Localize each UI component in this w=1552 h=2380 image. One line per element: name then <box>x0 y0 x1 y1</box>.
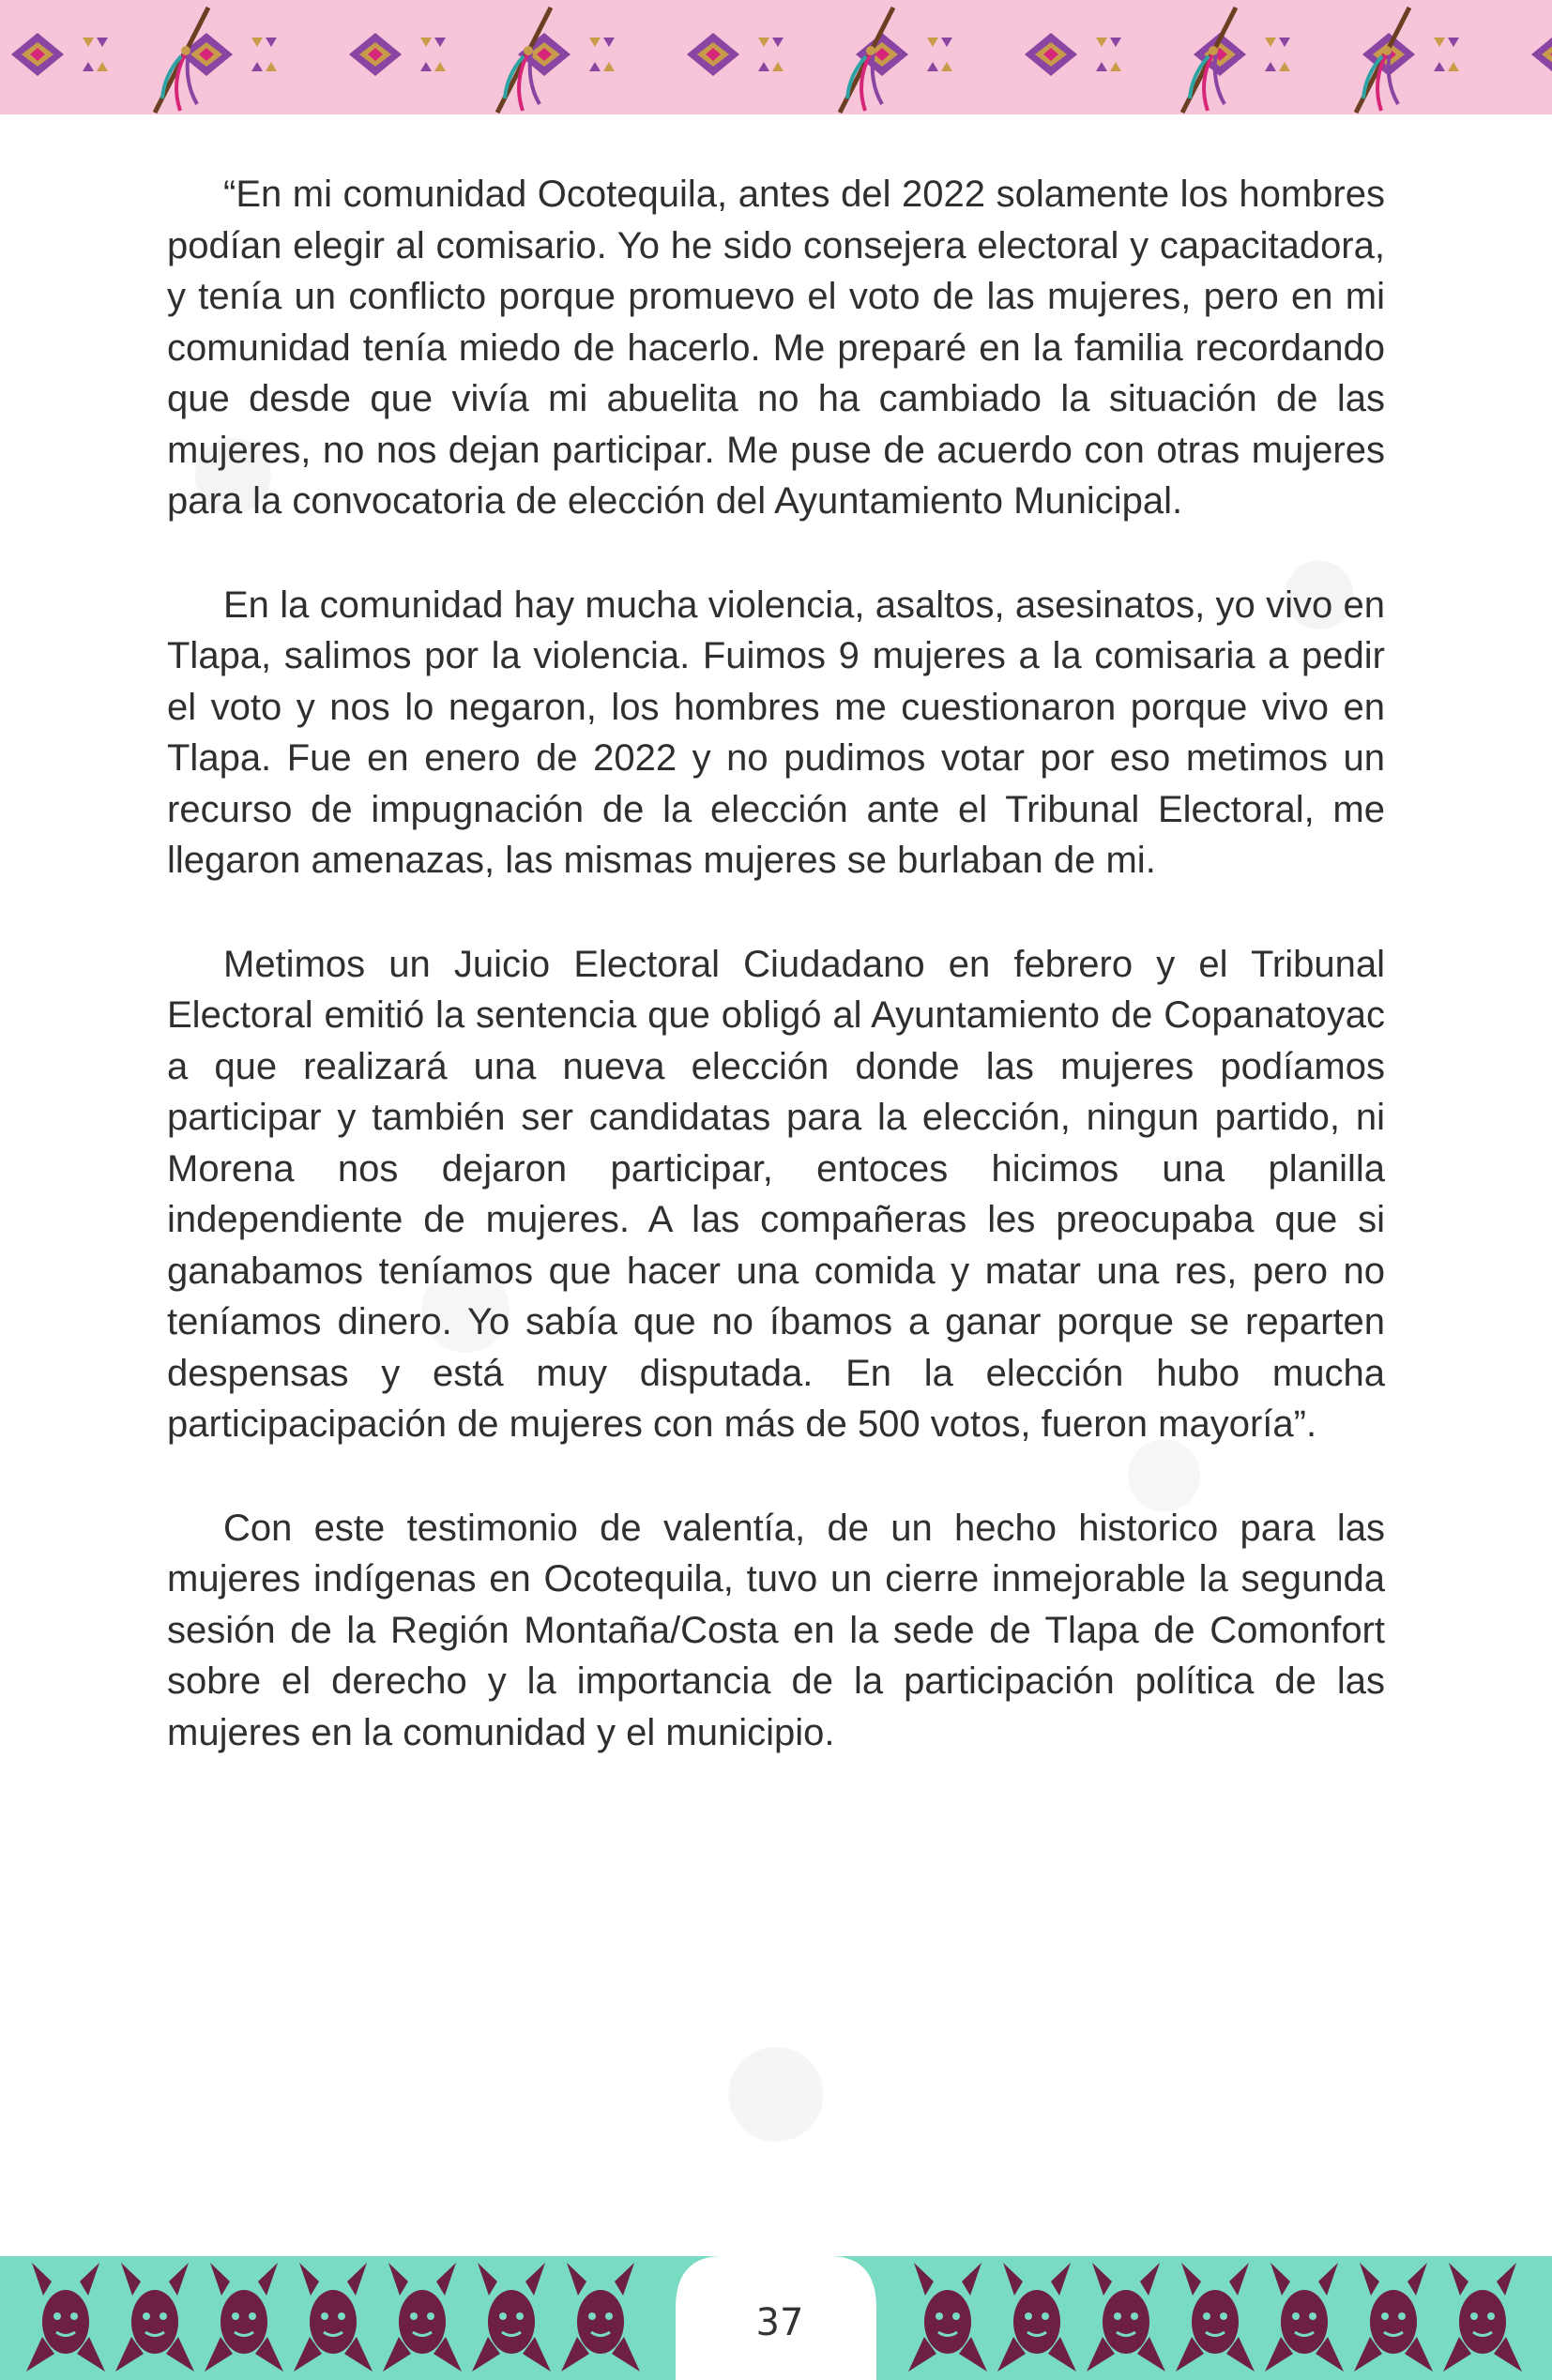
paragraph-3: Metimos un Juicio Electoral Ciudadano en febrero y el Tribunal Electoral emitió la sentencia que obligó al Ayuntamiento de Copanatoyac a que realizará una nueva elección donde las mujeres podíamos participar y también ser candidatas para la elección, ningun partido, ni Morena nos dejaron participar, entoces hicimos una planilla independiente de mujeres. A las compañeras les preocupaba que si ganabamos teníamos que hacer una comida y matar una res, pero no teníamos dinero. Yo sabía que no íbamos a ganar porque se reparten despensas y está muy disputada. En la elección hubo mucha participacipación de mujeres con más de 500 votos, fueron mayoría”. <box>167 943 1385 1445</box>
paragraph-4: Con este testimonio de valentía, de un hecho historico para las mujeres indígenas en Ocotequila, tuvo un cierre inmejorable la segunda sesión de la Región Montaña/Costa en la sede de Tlapa de Comonfort sobre el derecho y la importancia de la participación política de las mujeres en la comunidad y el municipio. <box>167 1507 1385 1753</box>
main-content <box>167 169 1385 1811</box>
paragraph-1: “En mi comunidad Ocotequila, antes del 2022 solamente los hombres podían elegir al comisario. Yo he sido consejera electoral y capacitadora, y tenía un conflicto porque promuevo el voto de las mujeres, pero en mi comunidad tenía miedo de hacerlo. Me preparé en la familia recordando que desde que vivía mi abuelita no ha cambiado la situación de las mujeres, no nos dejan participar. Me puse de acuerdo con otras mujeres para la convocatoria de elección del Ayuntamiento Municipal. <box>167 174 1385 522</box>
paragraph-2: En la comunidad hay mucha violencia, asaltos, asesinatos, yo vivo en Tlapa, salimos por la violencia. Fuimos 9 mujeres a la comisaria a pedir el voto y nos lo negaron, los hombres me cuestionaron porque vivo en Tlapa. Fue en enero de 2022 y no pudimos votar por eso metimos un recurso de impugnación de la elección ante el Tribunal Electoral, me llegaron amenazas, las mismas mujeres se burlaban de mi. <box>167 584 1385 881</box>
top-decorative-border <box>0 0 1552 122</box>
page-number: 37 <box>755 2301 804 2344</box>
